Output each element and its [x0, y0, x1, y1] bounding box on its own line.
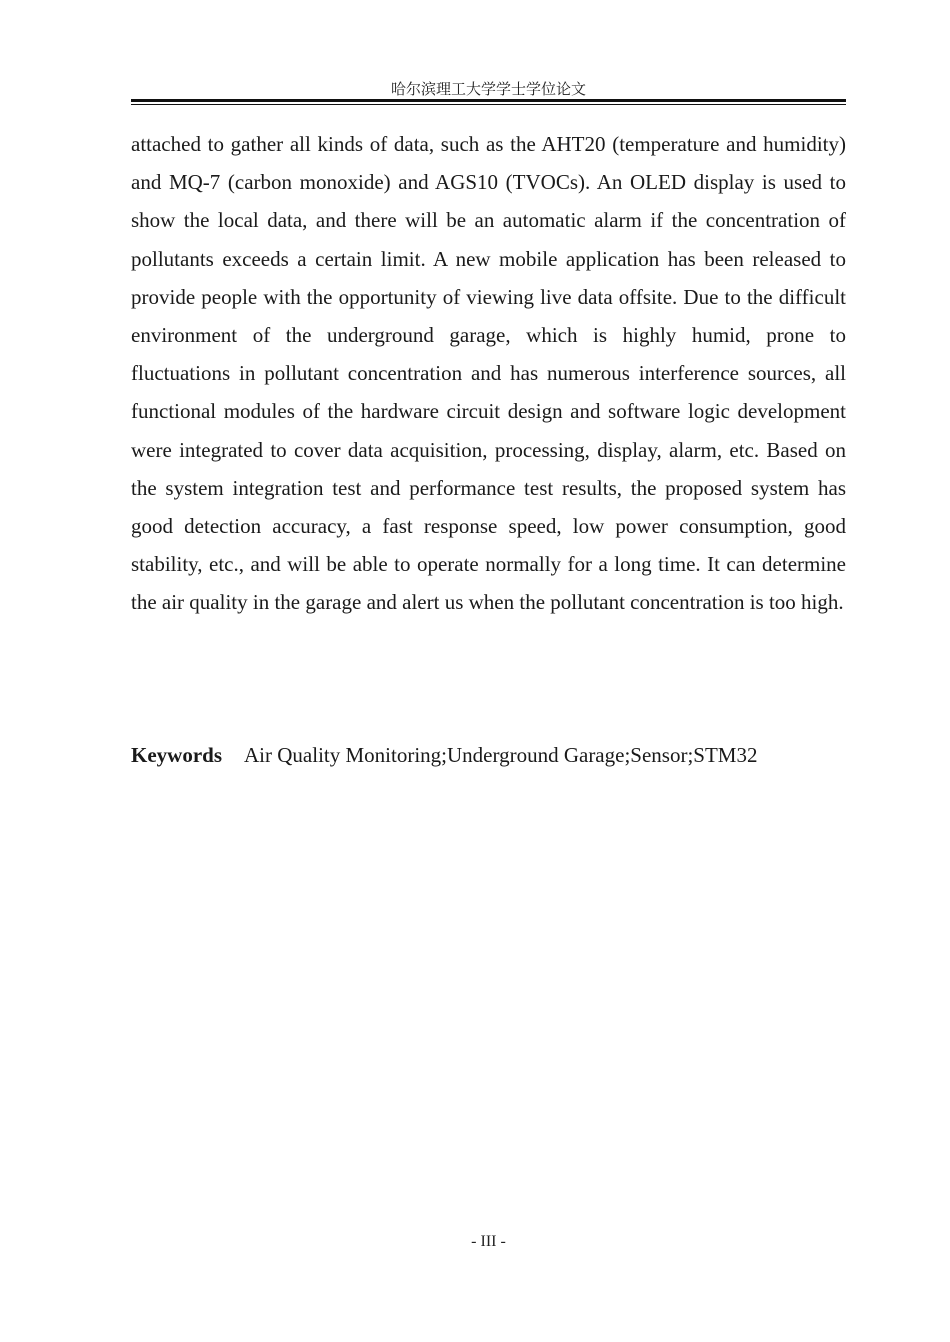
keywords-line — [131, 736, 846, 774]
abstract-paragraph: attached to gather all kinds of data, such as the AHT20 (temperature and humidity) and MQ-7 (carbon monoxide) and AGS10 (TVOCs). An OLED display is used to show the local data, and there will be an automatic alarm if the concentration of pollutants exceeds a certain limit. A new mobile application has been released to provide people with the opportunity of viewing live data offsite. Due to the difficult environment of the underground garage, which is highly humid, prone to fluctuations in pollutant concentration and has numerous interference sources, all functional modules of the hardware circuit design and software logic development were integrated to cover data acquisition, processing, display, alarm, etc. Based on the system integration test and performance test results, the proposed system has good detection accuracy, a fast response speed, low power consumption, good stability, etc., and will be able to operate normally for a long time. It can determine the air quality in the garage and alert us when the pollutant concentration is too high. — [131, 132, 846, 615]
keywords-value: Air Quality Monitoring;Underground Garage;Sensor;STM32 — [244, 743, 758, 767]
header-rule-thin — [131, 104, 846, 105]
header-rule-thick — [131, 99, 846, 102]
keywords-label: Keywords — [131, 743, 222, 767]
running-header: 哈尔滨理工大学学士学位论文 — [390, 80, 586, 98]
page-number: - III - — [471, 1233, 506, 1250]
